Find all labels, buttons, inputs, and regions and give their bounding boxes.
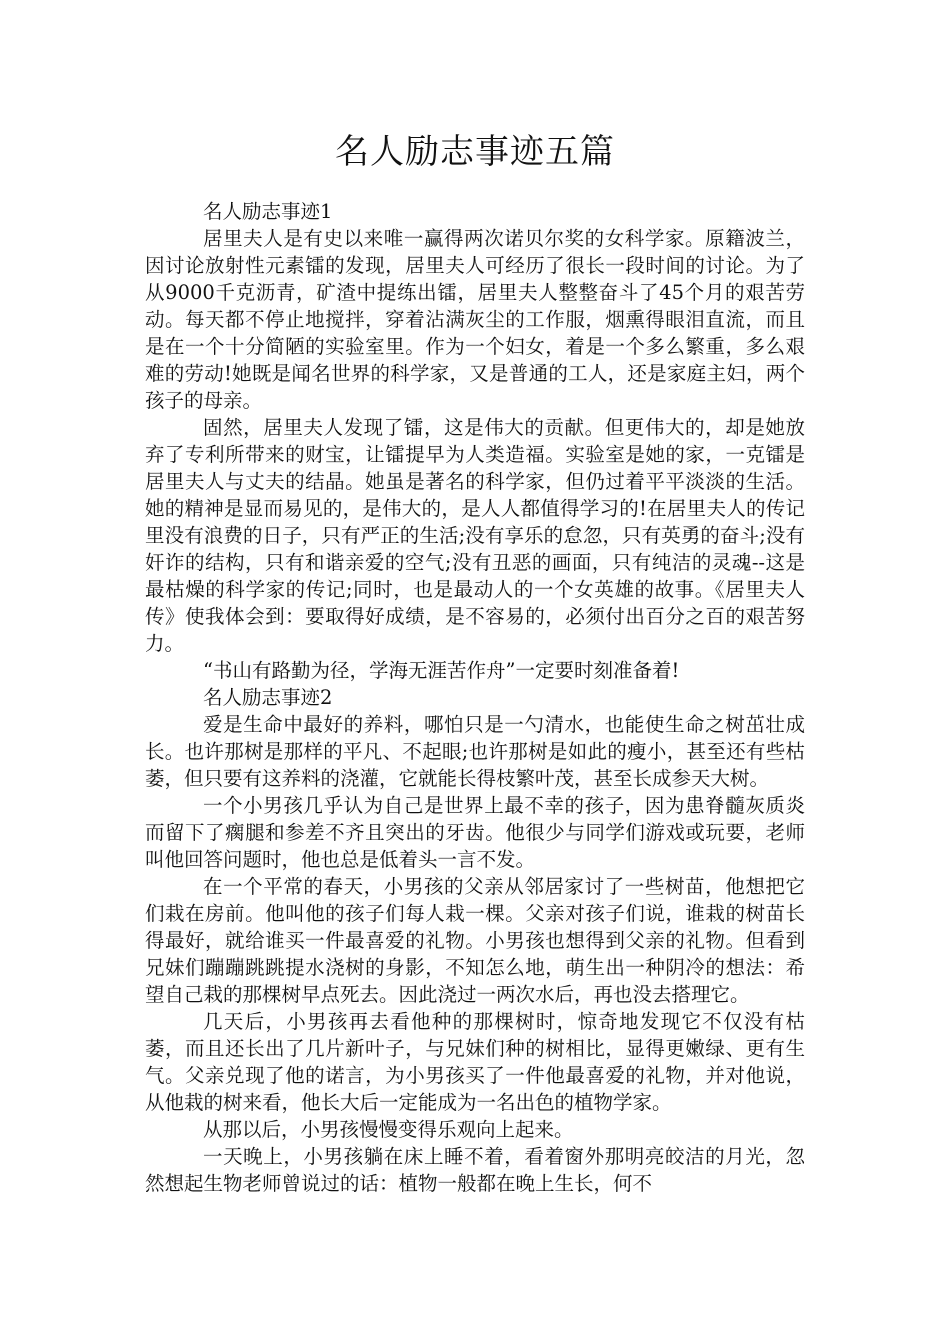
paragraph: 一天晚上，小男孩躺在床上睡不着，看着窗外那明亮皎洁的月光，忽然想起生物老师曾说过的话：植物一般都在晚上生长，何不 bbox=[145, 1145, 805, 1195]
section-heading: 名人励志事迹2 bbox=[203, 686, 333, 709]
paragraph: 在一个平常的春天，小男孩的父亲从邻居家讨了一些树苗，他想把它们栽在房前。他叫他的孩子们每人栽一棵。父亲对孩子们说，谁栽的树苗长得最好，就给谁买一件最喜爱的礼物。小男孩也想得到父亲的礼物。但看到兄妹们蹦蹦跳跳提水浇树的身影，不知怎么地，萌生出一种阴冷的想法：希望自己栽的那棵树早点死去。因此浇过一两次水后，再也没去搭理它。 bbox=[145, 875, 805, 1006]
paragraph: 一个小男孩几乎认为自己是世界上最不幸的孩子，因为患脊髓灰质炎而留下了瘸腿和参差不齐且突出的牙齿。他很少与同学们游戏或玩要，老师叫他回答问题时，他也总是低着头一言不发。 bbox=[145, 794, 805, 871]
quote-paragraph: “书山有路勤为径，学海无涯苦作舟”一定要时刻准备着! bbox=[203, 659, 680, 682]
document-body bbox=[145, 198, 805, 1197]
paragraph: 几天后，小男孩再去看他种的那棵树时，惊奇地发现它不仅没有枯萎，而且还长出了几片新叶子，与兄妹们种的树相比，显得更嫩绿、更有生气。父亲兑现了他的诺言，为小男孩买了一件他最喜爱的礼物，并对他说，从他栽的树来看，他长大后一定能成为一名出色的植物学家。 bbox=[145, 1010, 805, 1114]
paragraph: 居里夫人是有史以来唯一赢得两次诺贝尔奖的女科学家。原籍波兰，因讨论放射性元素镭的发现，居里夫人可经历了很长一段时间的讨论。为了从9000千克沥青，矿渣中提练出镭，居里夫人整整奋斗了45个月的艰苦劳动。每天都不停止地搅拌，穿着沾满灰尘的工作服，烟熏得眼泪直流，而且是在一个十分简陋的实验室里。作为一个妇女，着是一个多么繁重，多么艰难的劳动!她既是闻名世界的科学家，又是普通的工人，还是家庭主妇，两个孩子的母亲。 bbox=[145, 227, 805, 412]
section-heading: 名人励志事迹1 bbox=[203, 200, 333, 223]
document-title: 名人励志事迹五篇 bbox=[335, 132, 615, 172]
paragraph: 从那以后，小男孩慢慢变得乐观向上起来。 bbox=[203, 1118, 574, 1141]
paragraph: 固然，居里夫人发现了镭，这是伟大的贡献。但更伟大的，却是她放弃了专利所带来的财宝，让镭提早为人类造福。实验室是她的家，一克镭是居里夫人与丈夫的结晶。她虽是著名的科学家，但仍过着平平淡淡的生活。她的精神是显而易见的，是伟大的，是人人都值得学习的!在居里夫人的传记里没有浪费的日子，只有严正的生活;没有享乐的怠忽，只有英勇的奋斗;没有奸诈的结构，只有和谐亲爱的空气;没有丑恶的画面，只有纯洁的灵魂--这是最枯燥的科学家的传记;同时，也是最动人的一个女英雄的故事。《居里夫人传》使我体会到：要取得好成绩，是不容易的，必须付出百分之百的艰苦努力。 bbox=[145, 416, 805, 655]
paragraph: 爱是生命中最好的养料，哪怕只是一勺清水，也能使生命之树茁壮成长。也许那树是那样的平凡、不起眼;也许那树是如此的瘦小，甚至还有些枯萎，但只要有这养料的浇灌，它就能长得枝繁叶茂，甚至长成参天大树。 bbox=[145, 713, 805, 790]
